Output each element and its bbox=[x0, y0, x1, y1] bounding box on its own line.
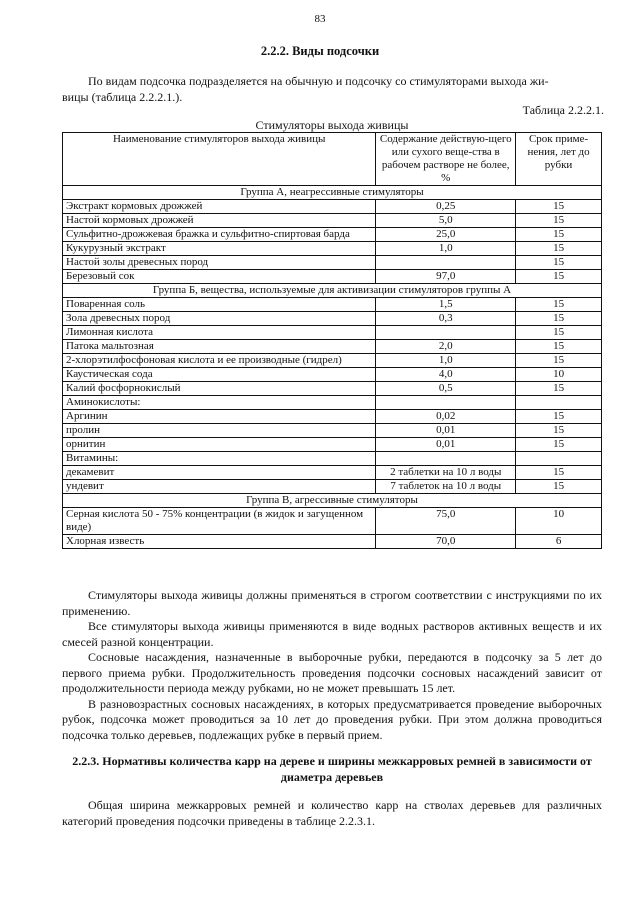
cell-name: Настой кормовых дрожжей bbox=[63, 214, 376, 228]
cell-term: 15 bbox=[516, 382, 602, 396]
section-title: 2.2.2. Виды подсочки bbox=[260, 44, 380, 58]
paragraph: Сосновые насаждения, назначенные в выборочные рубки, передаются в подсочку за 5 лет до первого приема рубки. Продолжительность проведения подсочки сосновых насаждений зависит от продолжительности периода между рубками, но не может превышать 15 лет. bbox=[62, 650, 602, 695]
table-reference: Таблица 2.2.2.1. bbox=[522, 103, 604, 117]
table-row bbox=[63, 466, 602, 480]
table-row bbox=[63, 424, 602, 438]
cell-content: 4,0 bbox=[376, 368, 516, 382]
table-header-row bbox=[63, 133, 602, 186]
cell-content: 5,0 bbox=[376, 214, 516, 228]
empty-cell bbox=[516, 396, 602, 410]
cell-term: 15 bbox=[516, 298, 602, 312]
cell-name: Зола древесных пород bbox=[63, 312, 376, 326]
table-row bbox=[63, 410, 602, 424]
cell-content bbox=[376, 326, 516, 340]
cell-content: 0,3 bbox=[376, 312, 516, 326]
table-row bbox=[63, 354, 602, 368]
cell-name: Патока мальтозная bbox=[63, 340, 376, 354]
table-row bbox=[63, 242, 602, 256]
intro-line-1: По видам подсочка подразделяется на обычную и подсочку со стимуляторами выхода жи- bbox=[88, 74, 549, 88]
cell-name: Настой золы древесных пород bbox=[63, 256, 376, 270]
cell-term: 15 bbox=[516, 312, 602, 326]
cell-content: 70,0 bbox=[376, 535, 516, 549]
cell-content: 25,0 bbox=[376, 228, 516, 242]
cell-term: 15 bbox=[516, 214, 602, 228]
cell-content: 1,5 bbox=[376, 298, 516, 312]
cell-term: 15 bbox=[516, 438, 602, 452]
paragraph: В разновозрастных сосновых насаждениях, в которых предусматривается проведение выборочных рубок, подсочка может проводиться за 10 лет до проведения рубки. При этом должна проводиться подсочка только деревьев, подлежащих рубке в первый прием. bbox=[62, 696, 602, 742]
cell-term: 15 bbox=[516, 200, 602, 214]
table-row bbox=[63, 438, 602, 452]
cell-content: 75,0 bbox=[376, 508, 516, 535]
section2-title: 2.2.3. Нормативы количества карр на дереве и ширины межкарровых ремней в зависимости от диаметра деревьев bbox=[72, 754, 592, 784]
body-paragraphs bbox=[62, 588, 602, 743]
cell-content: 1,0 bbox=[376, 354, 516, 368]
cell-term: 15 bbox=[516, 242, 602, 256]
cell-term: 15 bbox=[516, 326, 602, 340]
cell-term: 15 bbox=[516, 410, 602, 424]
empty-cell bbox=[376, 452, 516, 466]
cell-name: Сульфитно-дрожжевая бражка и сульфитно-спиртовая барда bbox=[63, 228, 376, 242]
table-row bbox=[63, 228, 602, 242]
table-row bbox=[63, 535, 602, 549]
paragraph: Стимуляторы выхода живицы должны применяться в строгом соответствии с инструкциями по их применению. bbox=[62, 588, 602, 618]
cell-term: 15 bbox=[516, 424, 602, 438]
cell-term: 15 bbox=[516, 340, 602, 354]
cell-name: пролин bbox=[63, 424, 376, 438]
table-row bbox=[63, 340, 602, 354]
group-b-heading: Группа Б, вещества, используемые для активизации стимуляторов группы А bbox=[63, 284, 602, 298]
cell-content: 2,0 bbox=[376, 340, 516, 354]
intro-line-2: вицы (таблица 2.2.2.1.). bbox=[62, 89, 183, 104]
cell-term: 6 bbox=[516, 535, 602, 549]
cell-name: Экстракт кормовых дрожжей bbox=[63, 200, 376, 214]
cell-content: 7 таблеток на 10 л воды bbox=[376, 480, 516, 494]
header-content: Содержание действую-щего или сухого веще-ства в рабочем растворе не более, % bbox=[376, 133, 516, 186]
amino-acids-label: Аминокислоты: bbox=[63, 396, 376, 410]
cell-term: 15 bbox=[516, 228, 602, 242]
cell-name: декамевит bbox=[63, 466, 376, 480]
cell-content: 0,25 bbox=[376, 200, 516, 214]
table-row bbox=[63, 382, 602, 396]
group-row bbox=[63, 494, 602, 508]
table-row bbox=[63, 326, 602, 340]
cell-term: 10 bbox=[516, 368, 602, 382]
label-row bbox=[63, 452, 602, 466]
cell-name: Кукурузный экстракт bbox=[63, 242, 376, 256]
table-row bbox=[63, 508, 602, 535]
cell-name: Калий фосфорнокислый bbox=[63, 382, 376, 396]
cell-content: 0,02 bbox=[376, 410, 516, 424]
cell-content: 0,5 bbox=[376, 382, 516, 396]
page-number: 83 bbox=[314, 13, 326, 25]
cell-term: 15 bbox=[516, 354, 602, 368]
cell-term: 15 bbox=[516, 466, 602, 480]
empty-cell bbox=[516, 452, 602, 466]
cell-term: 15 bbox=[516, 270, 602, 284]
table-row bbox=[63, 368, 602, 382]
cell-content: 2 таблетки на 10 л воды bbox=[376, 466, 516, 480]
section2-paragraph bbox=[62, 798, 602, 829]
cell-name: Поваренная соль bbox=[63, 298, 376, 312]
table-row bbox=[63, 298, 602, 312]
group-row bbox=[63, 284, 602, 298]
cell-content: 1,0 bbox=[376, 242, 516, 256]
intro-paragraph bbox=[62, 74, 602, 105]
cell-term: 15 bbox=[516, 256, 602, 270]
empty-cell bbox=[376, 396, 516, 410]
cell-name: Аргинин bbox=[63, 410, 376, 424]
cell-term: 15 bbox=[516, 480, 602, 494]
paragraph: Все стимуляторы выхода живицы применяются в виде водных растворов активных веществ и их смесей разной концентрации. bbox=[62, 619, 602, 649]
vitamins-label: Витамины: bbox=[63, 452, 376, 466]
table-row bbox=[63, 256, 602, 270]
table-body bbox=[63, 186, 602, 549]
table-row bbox=[63, 200, 602, 214]
cell-name: Лимонная кислота bbox=[63, 326, 376, 340]
cell-content: 0,01 bbox=[376, 438, 516, 452]
group-c-heading: Группа В, агрессивные стимуляторы bbox=[63, 494, 602, 508]
cell-content: 0,01 bbox=[376, 424, 516, 438]
cell-name: Хлорная известь bbox=[63, 535, 376, 549]
label-row bbox=[63, 396, 602, 410]
cell-name: 2-хлорэтилфосфоновая кислота и ее производные (гидрел) bbox=[63, 354, 376, 368]
header-term: Срок приме-нения, лет до рубки bbox=[516, 133, 602, 186]
table-row bbox=[63, 312, 602, 326]
cell-name: Березовый сок bbox=[63, 270, 376, 284]
cell-term: 10 bbox=[516, 508, 602, 535]
table-row bbox=[63, 480, 602, 494]
table-row bbox=[63, 214, 602, 228]
cell-name: Каустическая сода bbox=[63, 368, 376, 382]
group-row bbox=[63, 186, 602, 200]
stimulators-table bbox=[62, 132, 602, 549]
cell-content bbox=[376, 256, 516, 270]
cell-content: 97,0 bbox=[376, 270, 516, 284]
header-name: Наименование стимуляторов выхода живицы bbox=[63, 133, 376, 186]
group-a-heading: Группа А, неагрессивные стимуляторы bbox=[63, 186, 602, 200]
section2-text: Общая ширина межкарровых ремней и количество карр на стволах деревьев для различных категорий проведения подсочки приведены в таблице 2.2.3.1. bbox=[62, 798, 602, 828]
table-caption: Стимуляторы выхода живицы bbox=[255, 118, 409, 132]
cell-name: ундевит bbox=[63, 480, 376, 494]
table-row bbox=[63, 270, 602, 284]
cell-name: орнитин bbox=[63, 438, 376, 452]
cell-name: Серная кислота 50 - 75% концентрации (в жидок и загущенном виде) bbox=[63, 508, 376, 535]
